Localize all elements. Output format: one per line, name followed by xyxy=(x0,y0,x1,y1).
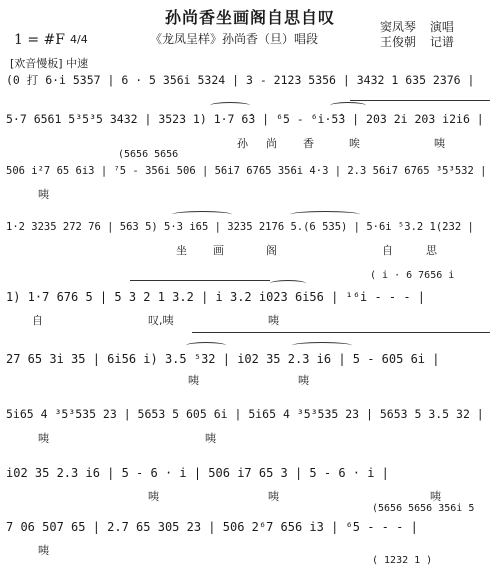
lyric-syllable: 自 xyxy=(382,244,393,257)
time-signature: 4/4 xyxy=(70,33,88,46)
lyric-syllable: 咦 xyxy=(430,490,441,503)
lyric-syllable: 坐 xyxy=(176,244,187,257)
lyric-syllable: 咦 xyxy=(268,314,279,327)
credit-transcriber-name: 王俊朝 xyxy=(380,35,417,49)
notation-line-6: 27 65 3i 35 | 6i56 i) 3.5 ⁵32 | i02 35 2.3 i6 | 5 - 605 6i | xyxy=(6,352,440,366)
notation-line-4: 1·2 3235 272 76 | 563 5) 5·3 i65 | 3235 2176 5.(6 535) | 5·6i ⁵3.2 1(232 | xyxy=(6,221,474,233)
lyric-syllable: 阁 xyxy=(266,244,277,257)
lyric-syllable: 咦 xyxy=(38,188,49,201)
notation-line-3: 506 i²7 65 6i3 | ⁷5 - 356i 506 | 56i7 6765 356i 4·3 | 2.3 56i7 6765 ³5³532 | xyxy=(6,165,487,177)
notation-line-1: (0 打 6·i 5357 | 6 · 5 356i 5324 | 3 - 2123 5356 | 3432 1 635 2376 | xyxy=(6,73,475,87)
annotation-interlude-3: (5656 5656 356i 5 xyxy=(372,503,475,514)
notation-line-2: 5·7 6561 5³5³5 3432 | 3523 1) 1·7 6̂3 | ⁶5 - ⁶i·5̂3 | 203 2i 203 i2i6 | xyxy=(6,112,484,126)
slur-mark xyxy=(292,342,352,349)
lyric-syllable: 思 xyxy=(426,244,437,257)
lyric-syllable: 咦 xyxy=(205,432,216,445)
lyric-syllable: 孙 xyxy=(237,137,248,150)
slur-mark xyxy=(210,102,250,109)
annotation-interlude-1: (5656 5656 xyxy=(118,149,179,160)
page-title: 孙尚香坐画阁自思自叹 xyxy=(164,8,335,27)
extension-line xyxy=(192,332,490,333)
lyric-syllable: 自 xyxy=(32,314,43,327)
notation-line-8: i02 35 2.3 i6 | 5 - 6 · i | 506 i7 65 3 | 5 - 6 · i | xyxy=(6,466,389,480)
lyric-syllable: 叹,咦 xyxy=(148,314,174,327)
slur-mark xyxy=(270,280,306,287)
slur-mark xyxy=(330,102,366,109)
lyric-syllable: 唉 xyxy=(349,137,360,150)
credit-transcriber xyxy=(380,33,454,50)
extension-line xyxy=(130,280,270,281)
annotation-interlude-4: ( 1232 1 ) xyxy=(372,555,433,566)
lyric-syllable: 画 xyxy=(213,244,224,257)
lyric-syllable: 咦 xyxy=(268,490,279,503)
notation-line-7: 5i65 4 ³5³535 23 | 5653 5 605 6i | 5i65 4 ³5³535 23 | 5653 5 3.5 32 | xyxy=(6,407,484,421)
notation-line-9: 7 06 507 65 | 2.7 65 305 23 | 506 2⁶7 656 i3 | ⁶5 - - - | xyxy=(6,520,418,534)
lyric-syllable: 咦 xyxy=(434,137,445,150)
slur-mark xyxy=(172,211,232,218)
tempo-marking: [欢音慢板] 中速 xyxy=(10,57,89,70)
lyric-syllable: 尚 xyxy=(266,137,277,150)
lyric-syllable: 咦 xyxy=(148,490,159,503)
notation-line-5: 1) 1·7 676 5 | 5 3 2 1 3.2 | i 3.2 i023 6i56 | ¹⁶i - - - | xyxy=(6,290,426,304)
lyric-syllable: 香 xyxy=(303,137,314,150)
lyric-syllable: 咦 xyxy=(188,374,199,387)
lyric-syllable: 咦 xyxy=(298,374,309,387)
credit-performer-name: 窦凤琴 xyxy=(380,20,417,34)
credit-transcriber-role: 记谱 xyxy=(429,35,454,49)
annotation-interlude-2: ( i · 6 7656 i xyxy=(370,270,455,281)
slur-mark xyxy=(290,211,360,218)
extension-line xyxy=(350,100,490,101)
credit-performer-role: 演唱 xyxy=(429,20,454,34)
lyric-syllable: 咦 xyxy=(38,544,49,557)
key-signature: 1 = #F xyxy=(14,32,65,48)
lyric-syllable: 咦 xyxy=(38,432,49,445)
subtitle: 《龙凤呈样》孙尚香（旦）唱段 xyxy=(150,32,319,46)
slur-mark xyxy=(186,342,226,349)
